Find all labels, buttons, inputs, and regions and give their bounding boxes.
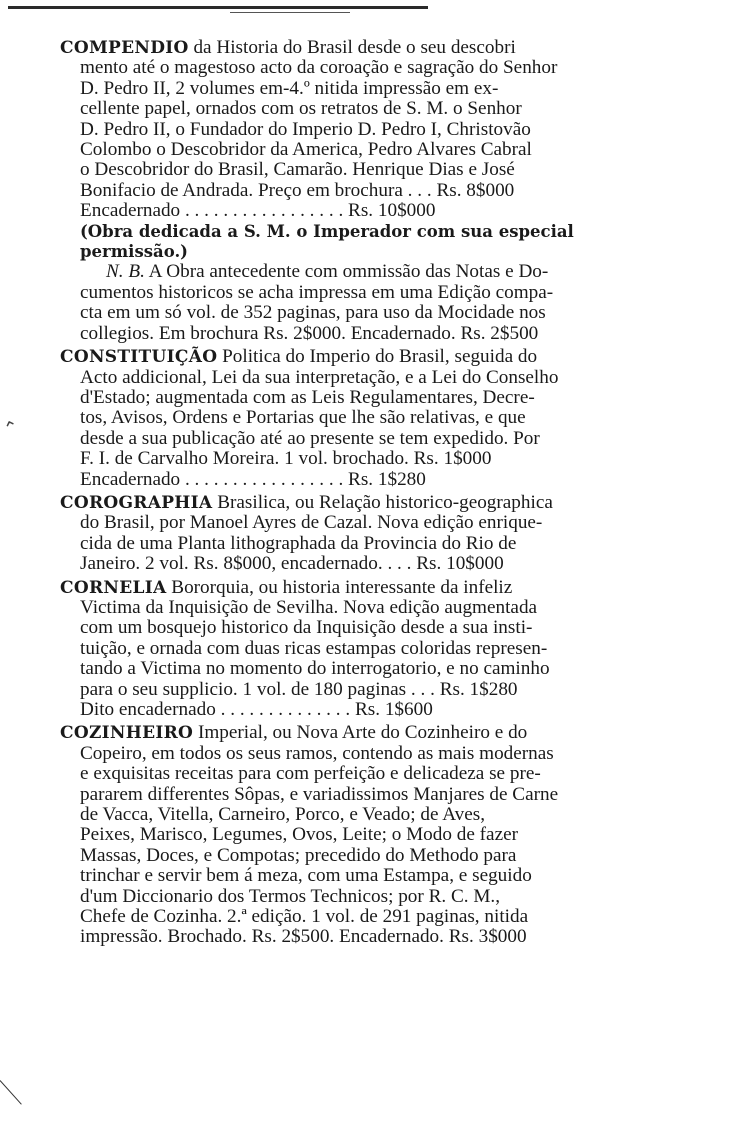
entry-cozinheiro — [60, 723, 672, 947]
dedication-line: (Obra dedicada a S. M. o Imperador com sua especial — [80, 221, 574, 241]
entry-heading: CONSTITUIÇÃO — [60, 347, 218, 368]
entry-first-line — [60, 38, 672, 58]
entry-line: o Descobridor do Brasil, Camarão. Henrique Dias e José — [80, 159, 515, 181]
entry-text: da Historia do Brasil desde o seu descobri — [193, 37, 516, 58]
entry-heading: CORNELIA — [60, 577, 167, 598]
entry-heading: COZINHEIRO — [60, 723, 194, 744]
entry-line: Massas, Doces, e Compotas; precedido do Methodo para — [80, 844, 517, 866]
entry-line: com um bosquejo historico da Inquisição desde a sua insti- — [80, 617, 533, 639]
entry-compendio — [60, 38, 672, 344]
entry-corographia — [60, 493, 672, 575]
corner-stroke — [0, 1080, 22, 1104]
entry-line: para o seu supplicio. 1 vol. de 180 paginas . . . Rs. 1$280 — [80, 678, 518, 700]
catalogue-page — [60, 38, 672, 951]
entry-line: F. I. de Carvalho Moreira. 1 vol. brochado. Rs. 1$000 — [80, 448, 492, 470]
note-line: collegios. Em brochura Rs. 2$000. Encadernado. Rs. 2$500 — [80, 322, 539, 344]
dedication-line: permissão.) — [80, 242, 188, 262]
entry-line: Acto addicional, Lei da sua interpretação, e a Lei do Conselho — [80, 366, 559, 388]
entry-first-line — [60, 723, 672, 743]
note-line: cumentos historicos se acha impressa em uma Edição compa- — [80, 281, 554, 303]
entry-line: trinchar e servir bem á meza, com uma Estampa, e seguido — [80, 865, 532, 887]
entry-text: Brasilica, ou Relação historico-geographica — [217, 491, 553, 513]
entry-first-line — [60, 578, 672, 598]
entry-heading: COMPENDIO — [60, 38, 189, 58]
entry-constituicao — [60, 347, 672, 490]
entry-line: tando a Victima no momento do interrogatorio, e no caminho — [80, 658, 550, 680]
entry-line: tos, Avisos, Ordens e Portarias que lhe são relativas, e que — [80, 407, 526, 429]
entry-line: impressão. Brochado. Rs. 2$500. Encadernado. Rs. 3$000 — [80, 926, 527, 948]
note-label: N. B. — [106, 261, 145, 283]
entry-line: Colombo o Descobridor da America, Pedro Alvares Cabral — [80, 139, 532, 161]
entry-line: Dito encadernado . . . . . . . . . . . . . . Rs. 1$600 — [80, 699, 433, 720]
entry-line: Encadernado . . . . . . . . . . . . . . . . . Rs. 1$280 — [80, 468, 426, 490]
entry-text: Bororquia, ou historia interessante da infeliz — [171, 576, 513, 598]
entry-line: desde a sua publicação até ao presente se tem expedido. Por — [80, 427, 540, 449]
entry-line: do Brasil, por Manoel Ayres de Cazal. Nova edição enrique- — [80, 512, 543, 534]
entry-first-line — [60, 347, 672, 367]
entry-line: d'Estado; augmentada com as Leis Regulamentares, Decre- — [80, 386, 535, 408]
entry-line: Chefe de Cozinha. 2.ª edição. 1 vol. de 291 paginas, nitida — [80, 906, 529, 928]
entry-line: Bonifacio de Andrada. Preço em brochura . . . Rs. 8$000 — [80, 179, 515, 201]
entry-line: Encadernado . . . . . . . . . . . . . . . . . Rs. 10$000 — [80, 200, 436, 222]
entry-line: e exquisitas receitas para com perfeição e delicadeza se pre- — [80, 763, 541, 785]
entry-line: Victima da Inquisição de Sevilha. Nova edição augmentada — [80, 596, 538, 618]
entry-line: pararem differentes Sôpas, e variadissimos Manjares de Carne — [80, 783, 559, 805]
entry-line: Janeiro. 2 vol. Rs. 8$000, encadernado. . . . Rs. 10$000 — [80, 553, 504, 575]
top-rule-fragment — [230, 12, 350, 13]
entry-text: Imperial, ou Nova Arte do Cozinheiro e do — [197, 722, 528, 744]
entry-text: Politica do Imperio do Brasil, seguida do — [222, 346, 538, 368]
entry-heading: COROGRAPHIA — [60, 492, 213, 513]
note-text: A Obra antecedente com ommissão das Notas e Do- — [148, 261, 549, 283]
entry-cornelia — [60, 578, 672, 721]
entry-line: de Vacca, Vitella, Carneiro, Porco, e Veado; de Aves, — [80, 804, 486, 826]
entry-line: d'um Diccionario dos Termos Technicos; por R. C. M., — [80, 885, 501, 907]
entry-line: tuição, e ornada com duas ricas estampas coloridas represen- — [80, 637, 548, 659]
entry-line: Peixes, Marisco, Legumes, Ovos, Leite; o Modo de fazer — [80, 824, 518, 846]
margin-mark: ⌃ — [0, 416, 23, 441]
entry-line: cida de uma Planta lithographada da Provincia do Rio de — [80, 532, 517, 554]
note-line: cta em um só vol. de 352 paginas, para uso da Mocidade nos — [80, 302, 546, 324]
top-rule — [8, 6, 428, 9]
entry-line: mento até o magestoso acto da coroação e sagração do Senhor — [80, 57, 558, 79]
entry-line: Copeiro, em todos os seus ramos, contendo as mais modernas — [80, 742, 554, 764]
note-first-line — [60, 262, 672, 282]
entry-line: D. Pedro II, o Fundador do Imperio D. Pedro I, Christovão — [80, 118, 531, 140]
entry-line: cellente papel, ornados com os retratos de S. M. o Senhor — [80, 98, 522, 120]
entry-first-line — [60, 493, 672, 513]
entry-line: D. Pedro II, 2 volumes em-4.º nitida impressão em ex- — [80, 77, 499, 99]
